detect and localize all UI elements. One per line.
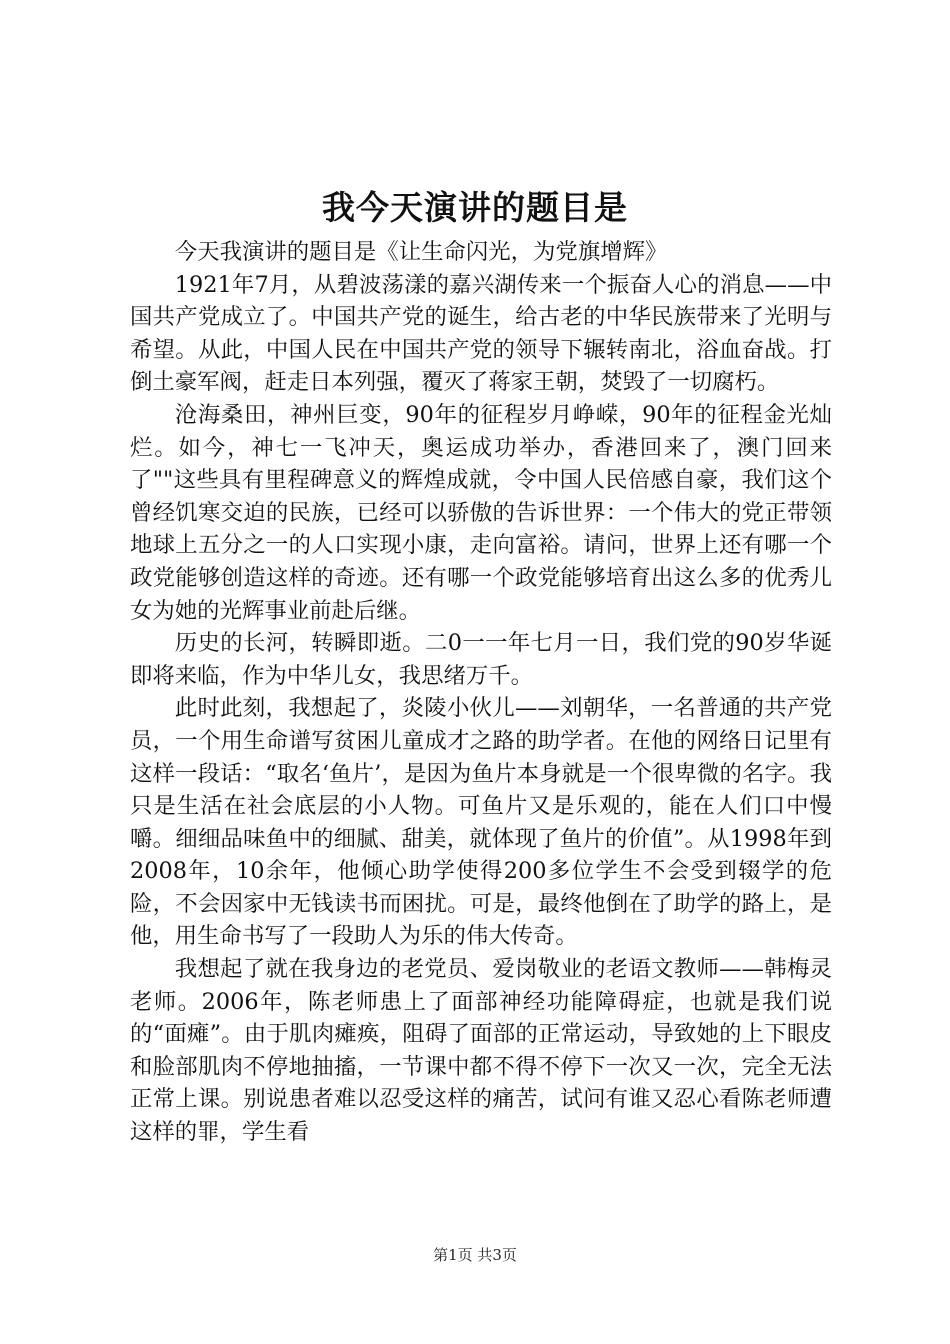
paragraph-achievements: 沧海桑田，神州巨变，90年的征程岁月峥嵘，90年的征程金光灿烂。如今，神七一飞冲天，奥运成功举办，香港回来了，澳门回来了""这些具有里程碑意义的辉煌成就，令中国人民倍感自豪，我们这个曾经饥寒交迫的民族，已经可以骄傲的告诉世界：一个伟大的党正带领地球上五分之一的人口实现小康，走向富裕。请问，世界上还有哪一个政党能够创造这样的奇迹。还有哪一个政党能够培育出这么多的优秀儿女为她的光辉事业前赴后继。 [130, 401, 832, 624]
paragraph-anniversary: 历史的长河，转瞬即逝。二0一一年七月一日，我们党的90岁华诞即将来临，作为中华儿女，我思绪万千。 [130, 630, 832, 689]
paragraph-liu-chaohua: 此时此刻，我想起了，炎陵小伙儿——刘朝华，一名普通的共产党员，一个用生命谱写贫困儿童成才之路的助学者。在他的网络日记里有这样一段话：“取名‘鱼片’，是因为鱼片本身就是一个很卑微的名字。我只是生活在社会底层的小人物。可鱼片又是乐观的，能在人们口中慢嚼。细细品味鱼中的细腻、甜美，就体现了鱼片的价值”。从1998年到2008年，10余年，他倾心助学使得200多位学生不会受到辍学的危险，不会因家中无钱读书而困扰。可是，最终他倒在了助学的路上，是他，用生命书写了一段助人为乐的伟大传奇。 [130, 695, 832, 950]
paragraph-party-founding: 1921年7月，从碧波荡漾的嘉兴湖传来一个振奋人心的消息——中国共产党成立了。中国共产党的诞生，给古老的中华民族带来了光明与希望。从此，中国人民在中国共产党的领导下辗转南北，浴血奋战。打倒土豪军阀，赶走日本列强，覆灭了蒋家王朝，焚毁了一切腐朽。 [130, 271, 832, 396]
document-body [130, 236, 832, 1149]
page-number-footer: 第1页 共3页 [433, 1246, 517, 1264]
document-title: 我今天演讲的题目是 [322, 188, 628, 227]
paragraph-speech-topic: 今天我演讲的题目是《让生命闪光，为党旗增辉》 [174, 239, 668, 265]
paragraph-teacher: 我想起了就在我身边的老党员、爱岗敬业的老语文教师——韩梅灵老师。2006年，陈老师患上了面部神经功能障碍症，也就是我们说的“面瘫”。由于肌肉瘫痪，阻碍了面部的正常运动，导致她的上下眼皮和脸部肌肉不停地抽搐，一节课中都不得不停下一次又一次，完全无法正常上课。别说患者难以忍受这样的痛苦，试问有谁又忍心看陈老师遭这样的罪，学生看 [130, 956, 832, 1146]
